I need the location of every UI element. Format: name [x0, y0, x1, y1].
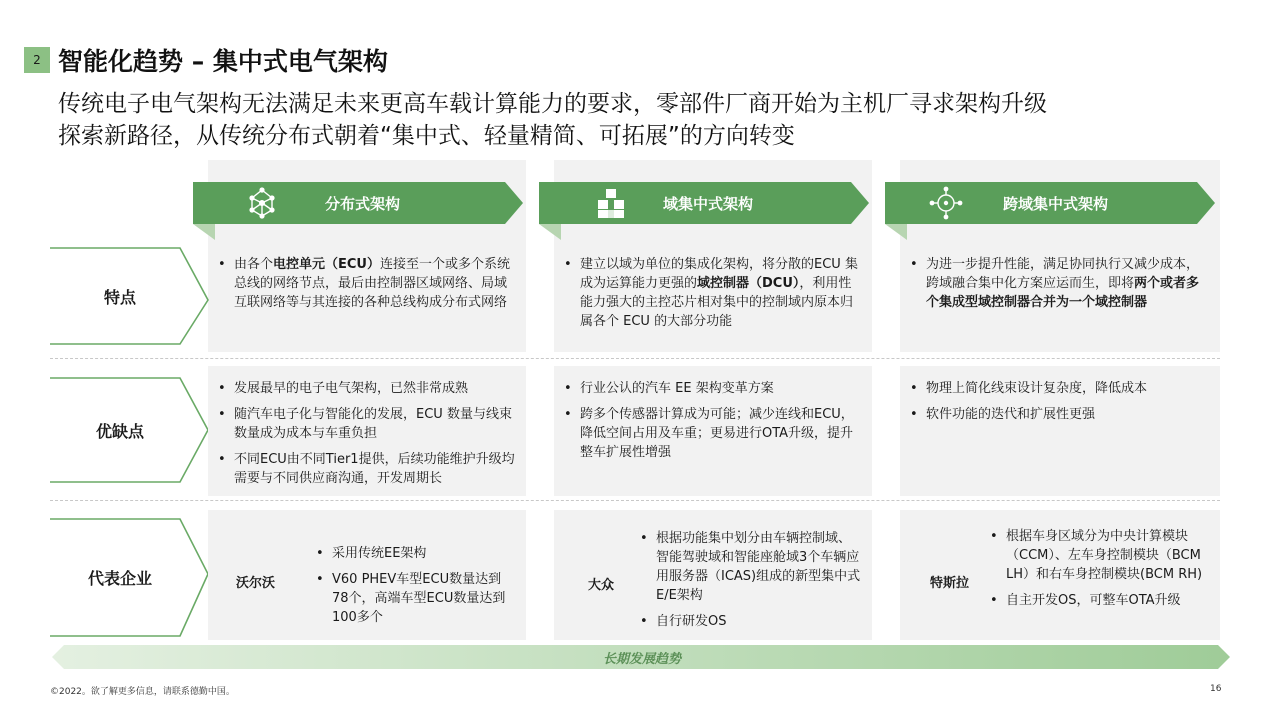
list-item: • 为进一步提升性能，满足协同执行又减少成本，跨域融合集中化方案应运而生，即将两个或者多个集成型域控制器合并为一个域控制器	[908, 255, 1208, 312]
list-item: • 软件功能的迭代和扩展性更强	[908, 405, 1208, 424]
footer-page-number: 16	[1210, 684, 1222, 694]
list-item: • 跨多个传感器计算成为可能；减少连线和ECU，降低空间占用及车重；更易进行OTA升级，提升整车扩展性增强	[562, 405, 862, 462]
company-domain	[554, 510, 872, 640]
list-item: • 自主开发OS，可整车OTA升级	[988, 591, 1212, 610]
list-item: • 根据功能集中划分由车辆控制域、智能驾驶域和智能座舱域3个车辆应用服务器（ICAS)组成的新型集中式E/E架构	[638, 529, 862, 605]
list-item: • 采用传统EE架构	[314, 544, 514, 563]
network-nodes-icon	[245, 186, 279, 220]
pros-cons-distributed	[208, 366, 526, 496]
column-header-domain	[539, 182, 869, 242]
subtitle-line-2: 探索新路径，从传统分布式朝着“集中式、轻量精简、可拓展”的方向转变	[58, 123, 795, 149]
pros-cons-domain	[554, 366, 872, 496]
list-item: • 行业公认的汽车 EE 架构变革方案	[562, 379, 862, 398]
list-item: • V60 PHEV车型ECU数量达到78个，高端车型ECU数量达到100多个	[314, 570, 514, 627]
column-header-distributed	[193, 182, 523, 242]
company-name: 大众	[588, 578, 615, 593]
footer-copyright: ©2022。欲了解更多信息，请联系德勤中国。	[50, 687, 235, 697]
list-item: • 随汽车电子化与智能化的发展，ECU 数量与线束数量成为成本与车重负担	[216, 405, 516, 443]
list-item: • 根据车身区域分为中央计算模块 （CCM）、左车身控制模块（BCM LH）和右车身控制模块(BCM RH)	[988, 527, 1212, 584]
list-item: • 建立以域为单位的集成化架构，将分散的ECU 集成为运算能力更强的域控制器（DCU），利用性能力强大的主控芯片相对集中的控制域内原本归属各个 ECU 的大部分功能	[562, 255, 862, 331]
column-title-cross-domain: 跨域集中式架构	[1003, 194, 1109, 213]
column-title-distributed: 分布式架构	[325, 194, 401, 213]
row-divider-1	[50, 358, 1220, 359]
column-title-domain: 域集中式架构	[663, 194, 754, 213]
page-title: 智能化趋势 – 集中式电气架构	[58, 47, 388, 76]
features-cross-domain	[908, 255, 1208, 319]
list-item: • 物理上简化线束设计复杂度，降低成本	[908, 379, 1208, 398]
subtitle-line-1: 传统电子电气架构无法满足未来更高车载计算能力的要求，零部件厂商开始为主机厂寻求架构升级	[58, 91, 1047, 117]
features-distributed	[216, 255, 516, 319]
company-distributed	[208, 510, 526, 640]
stacked-cubes-icon	[594, 186, 628, 220]
section-number-badge: 2	[24, 47, 50, 73]
list-item: • 不同ECU由不同Tier1提供，后续功能维护升级均需要与不同供应商沟通，开发周期长	[216, 450, 516, 488]
column-header-cross-domain	[885, 182, 1215, 242]
row-label-features: 特点	[103, 287, 136, 307]
row-label-pros-cons: 优缺点	[95, 421, 144, 441]
list-item: • 由各个电控单元（ECU）连接至一个或多个系统总线的网络节点，最后由控制器区域网络、局域互联网络等与其连接的各种总线构成分布式网络	[216, 255, 516, 312]
row-divider-2	[50, 500, 1220, 501]
hub-circle-icon	[929, 186, 963, 220]
list-item: • 发展最早的电子电气架构，已然非常成熟	[216, 379, 516, 398]
company-name: 特斯拉	[930, 576, 970, 591]
trend-arrow-label: 长期发展趋势	[602, 651, 681, 667]
company-cross-domain	[900, 510, 1220, 640]
list-item: • 自行研发OS	[638, 612, 862, 631]
page-subtitle	[58, 88, 1238, 152]
pros-cons-cross-domain	[900, 366, 1220, 496]
company-name: 沃尔沃	[236, 576, 276, 591]
features-domain	[562, 255, 862, 338]
row-label-companies: 代表企业	[87, 569, 152, 588]
